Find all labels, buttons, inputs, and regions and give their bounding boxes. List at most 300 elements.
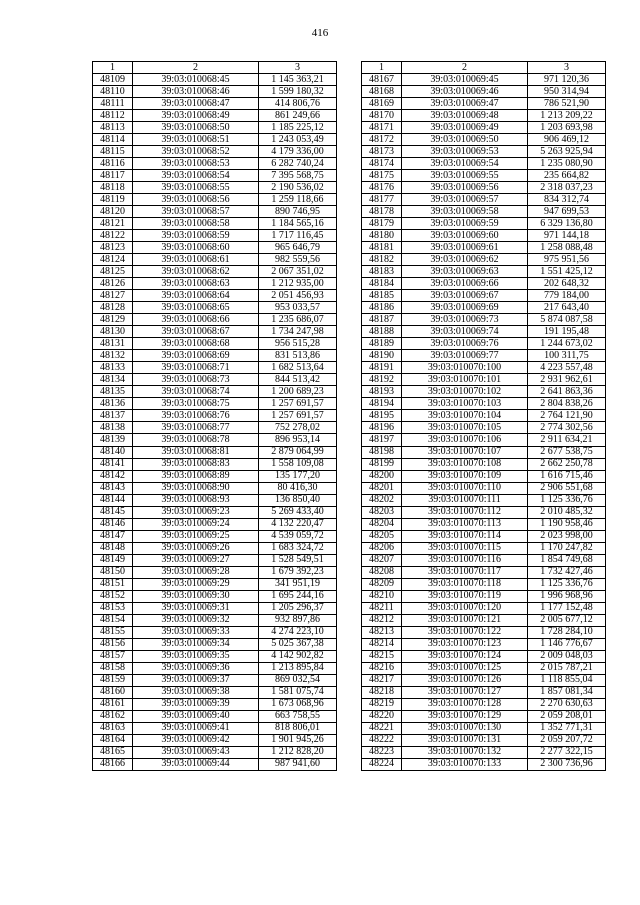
cadastral-number-cell: 39:03:010070:108 [402, 458, 528, 470]
table-row [362, 182, 606, 194]
cadastral-number-cell: 39:03:010070:119 [402, 590, 528, 602]
cadastral-number-cell: 39:03:010070:129 [402, 710, 528, 722]
table-row [93, 614, 337, 626]
value-cell: 1 125 336,76 [528, 494, 606, 506]
value-cell: 1 717 116,45 [259, 230, 337, 242]
table-row [93, 698, 337, 710]
cadastral-number-cell: 39:03:010069:69 [402, 302, 528, 314]
table-row [362, 254, 606, 266]
cadastral-number-cell: 39:03:010069:63 [402, 266, 528, 278]
table-row [93, 674, 337, 686]
value-cell: 965 646,79 [259, 242, 337, 254]
cadastral-number-cell: 39:03:010070:132 [402, 746, 528, 758]
row-number-cell: 48139 [93, 434, 133, 446]
value-cell: 1 213 209,22 [528, 110, 606, 122]
row-number-cell: 48148 [93, 542, 133, 554]
cadastral-number-cell: 39:03:010069:73 [402, 314, 528, 326]
table-row [362, 746, 606, 758]
value-cell: 971 120,36 [528, 74, 606, 86]
table-row [93, 578, 337, 590]
value-cell: 1 259 118,66 [259, 194, 337, 206]
value-cell: 2 277 322,15 [528, 746, 606, 758]
table-row [93, 518, 337, 530]
row-number-cell: 48117 [93, 170, 133, 182]
value-cell: 932 897,86 [259, 614, 337, 626]
table-row [93, 434, 337, 446]
cadastral-number-cell: 39:03:010069:49 [402, 122, 528, 134]
cadastral-number-cell: 39:03:010068:60 [133, 242, 259, 254]
value-cell: 1 235 686,07 [259, 314, 337, 326]
row-number-cell: 48141 [93, 458, 133, 470]
table-row [362, 602, 606, 614]
table-row [362, 374, 606, 386]
table-row [362, 134, 606, 146]
row-number-cell: 48140 [93, 446, 133, 458]
row-number-cell: 48164 [93, 734, 133, 746]
value-cell: 135 177,20 [259, 470, 337, 482]
value-cell: 341 951,19 [259, 578, 337, 590]
row-number-cell: 48170 [362, 110, 402, 122]
value-cell: 1 213 895,84 [259, 662, 337, 674]
row-number-cell: 48153 [93, 602, 133, 614]
row-number-cell: 48159 [93, 674, 133, 686]
table-row [362, 674, 606, 686]
row-number-cell: 48216 [362, 662, 402, 674]
table-row [362, 734, 606, 746]
table-row [362, 566, 606, 578]
row-number-cell: 48187 [362, 314, 402, 326]
row-number-cell: 48188 [362, 326, 402, 338]
left-table [92, 61, 337, 771]
cadastral-number-cell: 39:03:010069:44 [133, 758, 259, 770]
value-cell: 1 205 296,37 [259, 602, 337, 614]
cadastral-number-cell: 39:03:010069:47 [402, 98, 528, 110]
cadastral-number-cell: 39:03:010070:104 [402, 410, 528, 422]
row-number-cell: 48142 [93, 470, 133, 482]
value-cell: 1 257 691,57 [259, 398, 337, 410]
cadastral-number-cell: 39:03:010070:121 [402, 614, 528, 626]
value-cell: 1 599 180,32 [259, 86, 337, 98]
table-row [93, 722, 337, 734]
row-number-cell: 48151 [93, 578, 133, 590]
cadastral-number-cell: 39:03:010069:25 [133, 530, 259, 542]
table-row [93, 242, 337, 254]
cadastral-number-cell: 39:03:010069:34 [133, 638, 259, 650]
row-number-cell: 48118 [93, 182, 133, 194]
row-number-cell: 48208 [362, 566, 402, 578]
cadastral-number-cell: 39:03:010069:77 [402, 350, 528, 362]
table-row [362, 410, 606, 422]
row-number-cell: 48152 [93, 590, 133, 602]
value-cell: 1 551 425,12 [528, 266, 606, 278]
table-row [93, 758, 337, 770]
value-cell: 4 274 223,10 [259, 626, 337, 638]
table-row [362, 362, 606, 374]
row-number-cell: 48203 [362, 506, 402, 518]
cadastral-number-cell: 39:03:010070:130 [402, 722, 528, 734]
value-cell: 890 746,95 [259, 206, 337, 218]
value-cell: 1 996 968,96 [528, 590, 606, 602]
cadastral-number-cell: 39:03:010069:56 [402, 182, 528, 194]
value-cell: 2 764 121,90 [528, 410, 606, 422]
cadastral-number-cell: 39:03:010069:35 [133, 650, 259, 662]
cadastral-number-cell: 39:03:010069:31 [133, 602, 259, 614]
row-number-cell: 48136 [93, 398, 133, 410]
table-row [362, 338, 606, 350]
value-cell: 4 179 336,00 [259, 146, 337, 158]
value-cell: 1 682 513,64 [259, 362, 337, 374]
row-number-cell: 48166 [93, 758, 133, 770]
cadastral-number-cell: 39:03:010070:115 [402, 542, 528, 554]
value-cell: 1 728 284,10 [528, 626, 606, 638]
table-row [93, 146, 337, 158]
value-cell: 1 243 053,49 [259, 134, 337, 146]
table-row [93, 566, 337, 578]
cadastral-number-cell: 39:03:010068:78 [133, 434, 259, 446]
row-number-cell: 48210 [362, 590, 402, 602]
value-cell: 1 695 244,16 [259, 590, 337, 602]
table-row [93, 542, 337, 554]
cadastral-number-cell: 39:03:010068:75 [133, 398, 259, 410]
value-cell: 2 010 485,32 [528, 506, 606, 518]
table-row [362, 530, 606, 542]
table-row [362, 518, 606, 530]
table-row [362, 98, 606, 110]
row-number-cell: 48110 [93, 86, 133, 98]
table-row [362, 686, 606, 698]
table-row [362, 458, 606, 470]
value-cell: 1 581 075,74 [259, 686, 337, 698]
value-cell: 5 269 433,40 [259, 506, 337, 518]
table-row [362, 470, 606, 482]
table-row [93, 206, 337, 218]
row-number-cell: 48171 [362, 122, 402, 134]
row-number-cell: 48154 [93, 614, 133, 626]
row-number-cell: 48193 [362, 386, 402, 398]
cadastral-number-cell: 39:03:010069:58 [402, 206, 528, 218]
row-number-cell: 48194 [362, 398, 402, 410]
row-number-cell: 48128 [93, 302, 133, 314]
row-number-cell: 48211 [362, 602, 402, 614]
cadastral-number-cell: 39:03:010068:74 [133, 386, 259, 398]
value-cell: 1 177 152,48 [528, 602, 606, 614]
row-number-cell: 48163 [93, 722, 133, 734]
cadastral-number-cell: 39:03:010068:76 [133, 410, 259, 422]
header-col-1: 1 [362, 62, 402, 74]
value-cell: 663 758,55 [259, 710, 337, 722]
cadastral-number-cell: 39:03:010070:114 [402, 530, 528, 542]
cadastral-number-cell: 39:03:010069:37 [133, 674, 259, 686]
cadastral-number-cell: 39:03:010068:89 [133, 470, 259, 482]
header-col-3: 3 [259, 62, 337, 74]
header-col-1: 1 [93, 62, 133, 74]
value-cell: 2 774 302,56 [528, 422, 606, 434]
value-cell: 2 051 456,93 [259, 290, 337, 302]
row-number-cell: 48209 [362, 578, 402, 590]
row-number-cell: 48158 [93, 662, 133, 674]
table-row [362, 638, 606, 650]
row-number-cell: 48145 [93, 506, 133, 518]
row-number-cell: 48219 [362, 698, 402, 710]
row-number-cell: 48179 [362, 218, 402, 230]
cadastral-number-cell: 39:03:010068:51 [133, 134, 259, 146]
cadastral-number-cell: 39:03:010068:47 [133, 98, 259, 110]
value-cell: 906 469,12 [528, 134, 606, 146]
table-row [362, 626, 606, 638]
value-cell: 831 513,86 [259, 350, 337, 362]
value-cell: 2 804 838,26 [528, 398, 606, 410]
cadastral-number-cell: 39:03:010070:123 [402, 638, 528, 650]
row-number-cell: 48184 [362, 278, 402, 290]
row-number-cell: 48109 [93, 74, 133, 86]
value-cell: 1 734 247,98 [259, 326, 337, 338]
value-cell: 2 677 538,75 [528, 446, 606, 458]
value-cell: 6 329 136,80 [528, 218, 606, 230]
cadastral-number-cell: 39:03:010068:73 [133, 374, 259, 386]
cadastral-number-cell: 39:03:010069:24 [133, 518, 259, 530]
value-cell: 834 312,74 [528, 194, 606, 206]
cadastral-number-cell: 39:03:010069:61 [402, 242, 528, 254]
row-number-cell: 48111 [93, 98, 133, 110]
cadastral-number-cell: 39:03:010070:100 [402, 362, 528, 374]
table-row [362, 86, 606, 98]
cadastral-number-cell: 39:03:010069:54 [402, 158, 528, 170]
table-row [93, 398, 337, 410]
row-number-cell: 48133 [93, 362, 133, 374]
cadastral-number-cell: 39:03:010070:103 [402, 398, 528, 410]
value-cell: 752 278,02 [259, 422, 337, 434]
row-number-cell: 48113 [93, 122, 133, 134]
table-row [362, 578, 606, 590]
cadastral-number-cell: 39:03:010068:65 [133, 302, 259, 314]
value-cell: 1 528 549,51 [259, 554, 337, 566]
row-number-cell: 48221 [362, 722, 402, 734]
row-number-cell: 48175 [362, 170, 402, 182]
table-row [93, 422, 337, 434]
row-number-cell: 48144 [93, 494, 133, 506]
table-row [362, 242, 606, 254]
row-number-cell: 48162 [93, 710, 133, 722]
value-cell: 1 118 855,04 [528, 674, 606, 686]
cadastral-number-cell: 39:03:010069:76 [402, 338, 528, 350]
row-number-cell: 48190 [362, 350, 402, 362]
page-number: 416 [311, 27, 329, 39]
row-number-cell: 48147 [93, 530, 133, 542]
row-number-cell: 48199 [362, 458, 402, 470]
cadastral-number-cell: 39:03:010069:62 [402, 254, 528, 266]
value-cell: 982 559,56 [259, 254, 337, 266]
value-cell: 1 244 673,02 [528, 338, 606, 350]
cadastral-number-cell: 39:03:010068:46 [133, 86, 259, 98]
value-cell: 2 015 787,21 [528, 662, 606, 674]
value-cell: 2 067 351,02 [259, 266, 337, 278]
table-row [362, 290, 606, 302]
row-number-cell: 48125 [93, 266, 133, 278]
row-number-cell: 48126 [93, 278, 133, 290]
row-number-cell: 48120 [93, 206, 133, 218]
table-row [93, 326, 337, 338]
value-cell: 2 879 064,99 [259, 446, 337, 458]
table-row [362, 614, 606, 626]
cadastral-number-cell: 39:03:010070:117 [402, 566, 528, 578]
cadastral-number-cell: 39:03:010070:102 [402, 386, 528, 398]
value-cell: 5 025 367,38 [259, 638, 337, 650]
value-cell: 1 146 776,67 [528, 638, 606, 650]
table-row [93, 410, 337, 422]
cadastral-number-cell: 39:03:010069:38 [133, 686, 259, 698]
row-number-cell: 48124 [93, 254, 133, 266]
value-cell: 818 806,01 [259, 722, 337, 734]
cadastral-number-cell: 39:03:010068:61 [133, 254, 259, 266]
table-row [93, 134, 337, 146]
value-cell: 2 641 863,36 [528, 386, 606, 398]
value-cell: 80 416,30 [259, 482, 337, 494]
value-cell: 1 683 324,72 [259, 542, 337, 554]
row-number-cell: 48161 [93, 698, 133, 710]
row-number-cell: 48220 [362, 710, 402, 722]
table-row [362, 194, 606, 206]
row-number-cell: 48206 [362, 542, 402, 554]
table-row [93, 650, 337, 662]
header-col-2: 2 [402, 62, 528, 74]
table-row [93, 734, 337, 746]
table-row [362, 386, 606, 398]
table-row [362, 74, 606, 86]
cadastral-number-cell: 39:03:010069:42 [133, 734, 259, 746]
row-number-cell: 48132 [93, 350, 133, 362]
row-number-cell: 48155 [93, 626, 133, 638]
row-number-cell: 48146 [93, 518, 133, 530]
row-number-cell: 48191 [362, 362, 402, 374]
cadastral-number-cell: 39:03:010070:106 [402, 434, 528, 446]
cadastral-number-cell: 39:03:010068:77 [133, 422, 259, 434]
cadastral-number-cell: 39:03:010070:113 [402, 518, 528, 530]
cadastral-number-cell: 39:03:010069:40 [133, 710, 259, 722]
row-number-cell: 48129 [93, 314, 133, 326]
table-row [93, 338, 337, 350]
cadastral-number-cell: 39:03:010069:46 [402, 86, 528, 98]
cadastral-number-cell: 39:03:010069:45 [402, 74, 528, 86]
cadastral-number-cell: 39:03:010069:27 [133, 554, 259, 566]
table-row [362, 506, 606, 518]
value-cell: 869 032,54 [259, 674, 337, 686]
cadastral-number-cell: 39:03:010068:66 [133, 314, 259, 326]
row-number-cell: 48176 [362, 182, 402, 194]
row-number-cell: 48135 [93, 386, 133, 398]
table-row [362, 314, 606, 326]
table-row [362, 482, 606, 494]
table-row [93, 278, 337, 290]
row-number-cell: 48201 [362, 482, 402, 494]
cadastral-number-cell: 39:03:010070:120 [402, 602, 528, 614]
cadastral-number-cell: 39:03:010069:29 [133, 578, 259, 590]
row-number-cell: 48212 [362, 614, 402, 626]
cadastral-number-cell: 39:03:010068:64 [133, 290, 259, 302]
row-number-cell: 48174 [362, 158, 402, 170]
value-cell: 956 515,28 [259, 338, 337, 350]
table-row [362, 698, 606, 710]
table-row [362, 758, 606, 770]
table-row [93, 482, 337, 494]
table-row [93, 74, 337, 86]
row-number-cell: 48198 [362, 446, 402, 458]
value-cell: 202 648,32 [528, 278, 606, 290]
row-number-cell: 48214 [362, 638, 402, 650]
table-row [362, 722, 606, 734]
table-row [362, 170, 606, 182]
cadastral-number-cell: 39:03:010070:101 [402, 374, 528, 386]
cadastral-number-cell: 39:03:010070:110 [402, 482, 528, 494]
value-cell: 2 059 207,72 [528, 734, 606, 746]
cadastral-number-cell: 39:03:010070:131 [402, 734, 528, 746]
row-number-cell: 48119 [93, 194, 133, 206]
cadastral-number-cell: 39:03:010069:43 [133, 746, 259, 758]
row-number-cell: 48215 [362, 650, 402, 662]
header-row [93, 62, 337, 74]
value-cell: 1 679 392,23 [259, 566, 337, 578]
value-cell: 1 673 068,96 [259, 698, 337, 710]
value-cell: 4 142 902,82 [259, 650, 337, 662]
value-cell: 1 857 081,34 [528, 686, 606, 698]
cadastral-number-cell: 39:03:010069:57 [402, 194, 528, 206]
value-cell: 1 170 247,82 [528, 542, 606, 554]
value-cell: 1 616 715,46 [528, 470, 606, 482]
cadastral-number-cell: 39:03:010070:105 [402, 422, 528, 434]
value-cell: 1 200 689,23 [259, 386, 337, 398]
table-row [93, 110, 337, 122]
cadastral-number-cell: 39:03:010070:126 [402, 674, 528, 686]
cadastral-number-cell: 39:03:010070:107 [402, 446, 528, 458]
value-cell: 1 190 958,46 [528, 518, 606, 530]
row-number-cell: 48178 [362, 206, 402, 218]
row-number-cell: 48116 [93, 158, 133, 170]
table-row [362, 230, 606, 242]
table-row [93, 662, 337, 674]
cadastral-number-cell: 39:03:010069:30 [133, 590, 259, 602]
row-number-cell: 48165 [93, 746, 133, 758]
row-number-cell: 48112 [93, 110, 133, 122]
right-table-body [362, 62, 606, 771]
cadastral-number-cell: 39:03:010069:41 [133, 722, 259, 734]
table-row [93, 590, 337, 602]
row-number-cell: 48121 [93, 218, 133, 230]
value-cell: 786 521,90 [528, 98, 606, 110]
table-row [362, 422, 606, 434]
table-row [93, 86, 337, 98]
cadastral-number-cell: 39:03:010069:26 [133, 542, 259, 554]
value-cell: 191 195,48 [528, 326, 606, 338]
value-cell: 953 033,57 [259, 302, 337, 314]
table-row [362, 662, 606, 674]
row-number-cell: 48149 [93, 554, 133, 566]
value-cell: 1 732 427,46 [528, 566, 606, 578]
value-cell: 136 850,40 [259, 494, 337, 506]
row-number-cell: 48157 [93, 650, 133, 662]
row-number-cell: 48213 [362, 626, 402, 638]
table-row [93, 98, 337, 110]
cadastral-number-cell: 39:03:010068:54 [133, 170, 259, 182]
row-number-cell: 48183 [362, 266, 402, 278]
table-row [362, 218, 606, 230]
cadastral-number-cell: 39:03:010068:83 [133, 458, 259, 470]
cadastral-number-cell: 39:03:010068:49 [133, 110, 259, 122]
table-row [362, 494, 606, 506]
row-number-cell: 48189 [362, 338, 402, 350]
row-number-cell: 48143 [93, 482, 133, 494]
cadastral-number-cell: 39:03:010070:112 [402, 506, 528, 518]
row-number-cell: 48130 [93, 326, 133, 338]
value-cell: 4 132 220,47 [259, 518, 337, 530]
